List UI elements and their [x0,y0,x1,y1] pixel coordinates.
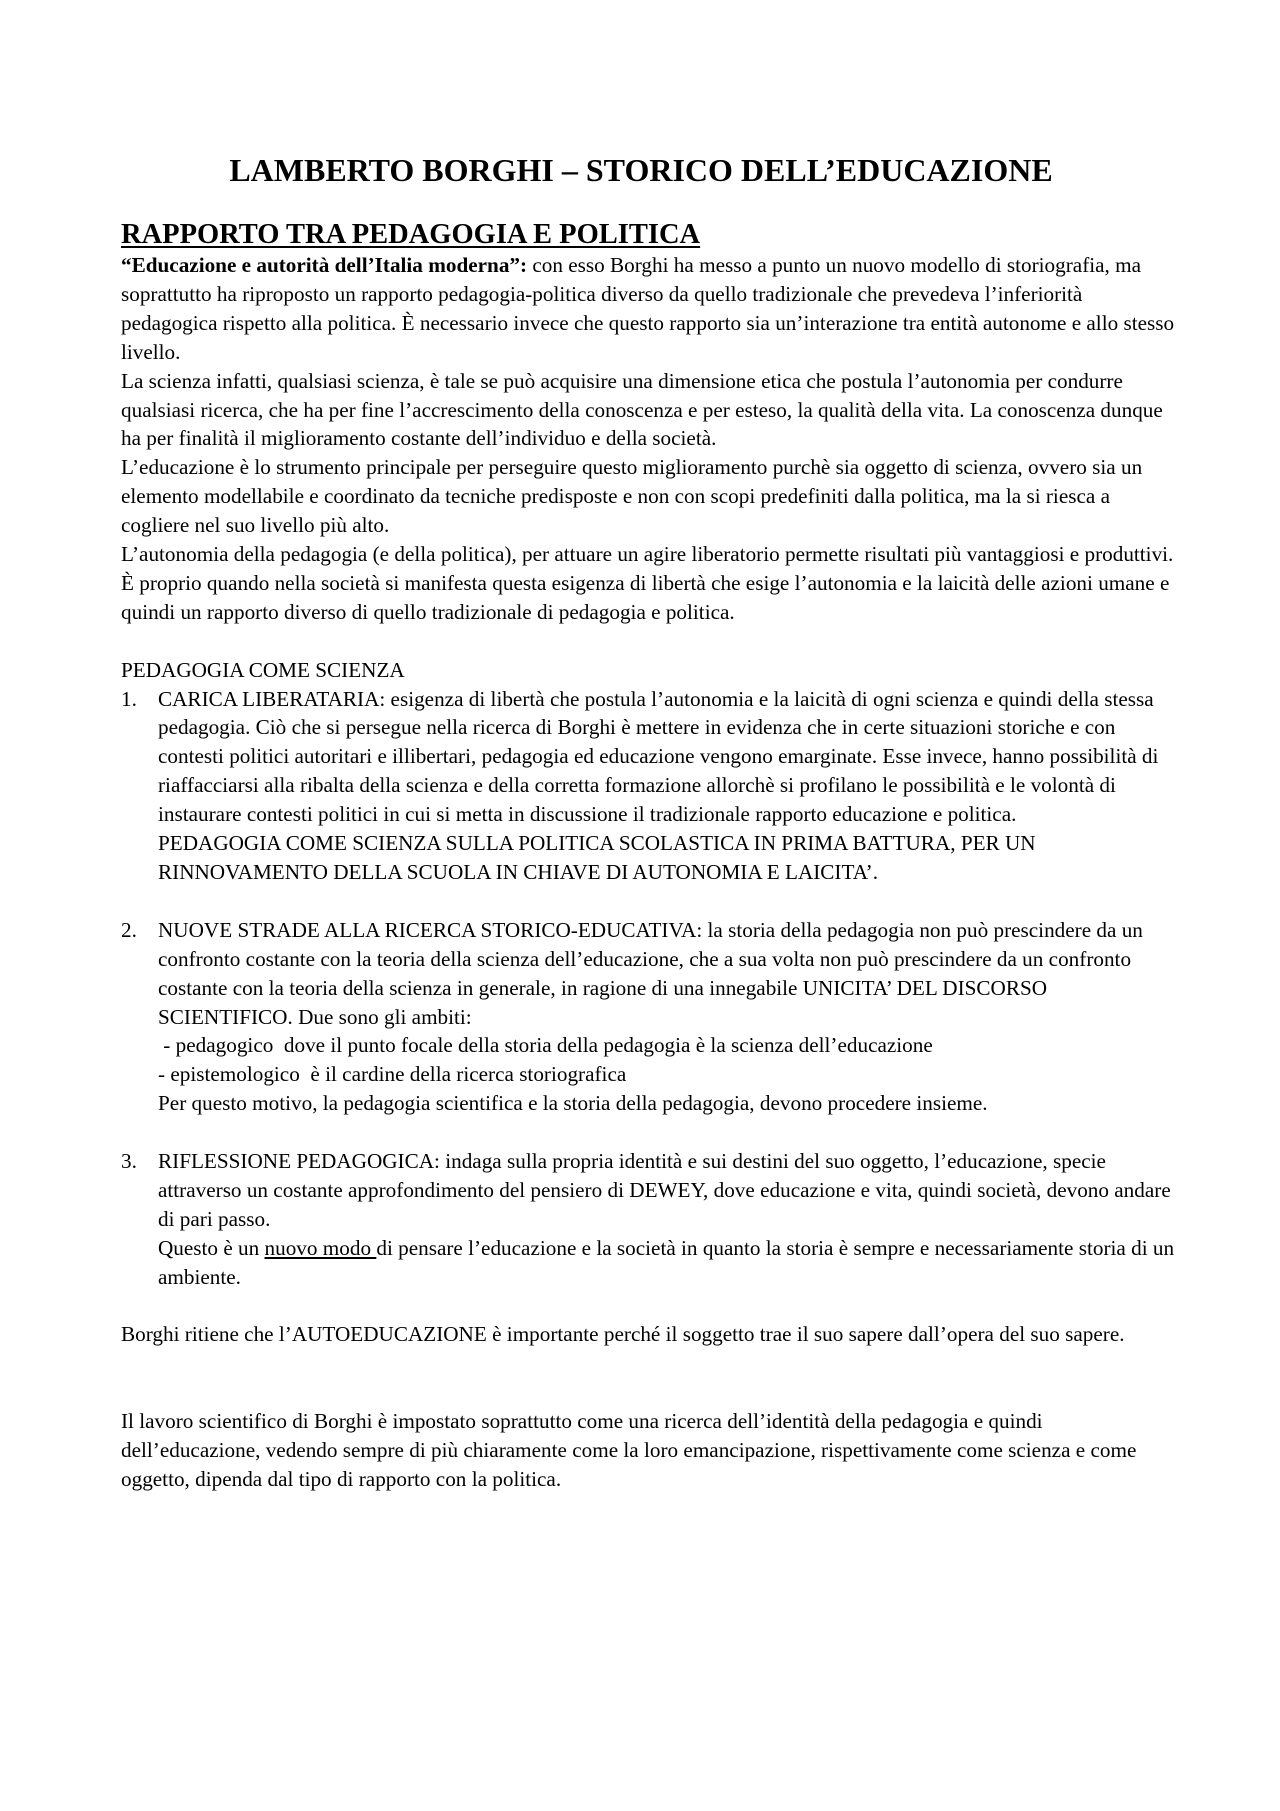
note-before: Questo è un [158,1235,265,1260]
list-number: 2. [121,917,137,942]
list-item-note [158,1234,1181,1292]
blank-line [121,1118,1181,1147]
list-item-text: NUOVE STRADE ALLA RICERCA STORICO-EDUCATIVA: la storia della pedagogia non può prescindere da un confronto costante con la teoria della scienza dell’educazione, che a sua volta non può prescindere da un confronto costante con la teoria della scienza in generale, in ragione di una innegabile UNICITA’ DEL DISCORSO SCIENTIFICO. Due sono gli ambiti: [158,917,1143,1029]
caps-note: PEDAGOGIA COME SCIENZA SULLA POLITICA SCOLASTICA IN PRIMA BATTURA, PER UN RINNOVAMENTO DELLA SCUOLA IN CHIAVE DI AUTONOMIA E LAICITA’. [158,831,1036,885]
list-item-text: RIFLESSIONE PEDAGOGICA: indaga sulla propria identità e sui destini del suo oggetto, l’educazione, specie attraverso un costante approfondimento del pensiero di DEWEY, dove educazione e vita, quindi società, devono andare di pari passo. [158,1149,1171,1231]
paragraph-closing: Il lavoro scientifico di Borghi è impostato soprattutto come una ricerca dell’identità della pedagogia e quindi dell’educazione, vedendo sempre di più chiaramente come la loro emancipazione, rispettivamente come scienza e come oggetto, dipenda dal tipo di rapporto con la politica. [121,1409,1137,1491]
note-underlined: nuovo modo [264,1235,377,1260]
work-title: “Educazione e autorità dell’Italia moderna”: [121,253,528,277]
list-item-2 [121,916,1181,1118]
list-number: 1. [121,686,137,711]
list-item-body [158,685,1181,887]
intro-text: con esso Borghi ha messo a punto un nuovo modello di storiografia, ma soprattutto ha riproposto un rapporto pedagogia-politica diverso da quello tradizionale che prevedeva l’inferiorità pedagogica rispetto alla politica. È necessario invece che questo rapporto sia un’interazione tra entità autonome e allo stesso livello. [121,253,1175,364]
document-body [121,251,1181,1494]
ambito-epistemologico: - epistemologico è il cardine della ricerca storiografica [158,1062,627,1087]
blank-line [121,1378,1181,1407]
list-item-3 [121,1147,1181,1292]
blank-line [121,1292,1181,1321]
document-title: LAMBERTO BORGHI – STORICO DELL’EDUCAZIONE [229,152,1053,188]
intro-paragraph [121,251,1181,367]
list-item-text: CARICA LIBERATARIA: esigenza di libertà che postula l’autonomia e la laicità di ogni scienza e quindi della stessa pedagogia. Ciò che si persegue nella ricerca di Borghi è mettere in evidenza che in certe situazioni storiche e con contesti politici autoritari e illibertari, pedagogia ed educazione vengono emarginate. Esse invece, hanno possibilità di riaffacciarsi alla ribalta della scienza e della corretta formazione allorchè si profilano le possibilità e le volontà di instaurare contesti politici in cui si metta in discussione il tradizionale rapporto educazione e politica. [158,686,1159,827]
list-item-body [158,1147,1181,1292]
blank-line [121,627,1181,656]
paragraph-autonomy: L’autonomia della pedagogia (e della politica), per attuare un agire liberatorio permette risultati più vantaggiosi e produttivi. È proprio quando nella società si manifesta questa esigenza di libertà che esige l’autonomia e la laicità delle azioni umane e quindi un rapporto diverso di quello tradizionale di pedagogia e politica. [121,542,1174,624]
paragraph-education: L’educazione è lo strumento principale per perseguire questo miglioramento purchè sia oggetto di scienza, ovvero sia un elemento modellabile e coordinato da tecniche predisposte e non con scopi predefiniti dalla politica, ma la si riesca a cogliere nel suo livello più alto. [121,455,1143,538]
paragraph-autoeducazione: Borghi ritiene che l’AUTOEDUCAZIONE è importante perché il soggetto trae il suo sapere dall’opera del suo sapere. [121,1322,1125,1347]
subheading-pedagogia: PEDAGOGIA COME SCIENZA [121,657,405,682]
paragraph-science: La scienza infatti, qualsiasi scienza, è tale se può acquisire una dimensione etica che postula l’autonomia per condurre qualsiasi ricerca, che ha per fine l’accrescimento della conoscenza e per esteso, la qualità della vita. La conoscenza dunque ha per finalità il miglioramento costante dell’individuo e della società. [121,368,1163,451]
section-heading: RAPPORTO TRA PEDAGOGIA E POLITICA [121,219,701,250]
blank-line [121,1349,1181,1378]
list-item-conclusion: Per questo motivo, la pedagogia scientifica e la storia della pedagogia, devono procedere insieme. [158,1091,988,1116]
list-number: 3. [121,1149,137,1174]
blank-line [121,887,1181,916]
list-item-1 [121,685,1181,887]
note-after: di pensare l’educazione e la società in quanto la storia è sempre e necessariamente storia di un ambiente. [158,1235,1175,1289]
list-item-body [158,916,1181,1118]
ambito-pedagogico: - pedagogico dove il punto focale della storia della pedagogia è la scienza dell’educazione [158,1033,933,1058]
